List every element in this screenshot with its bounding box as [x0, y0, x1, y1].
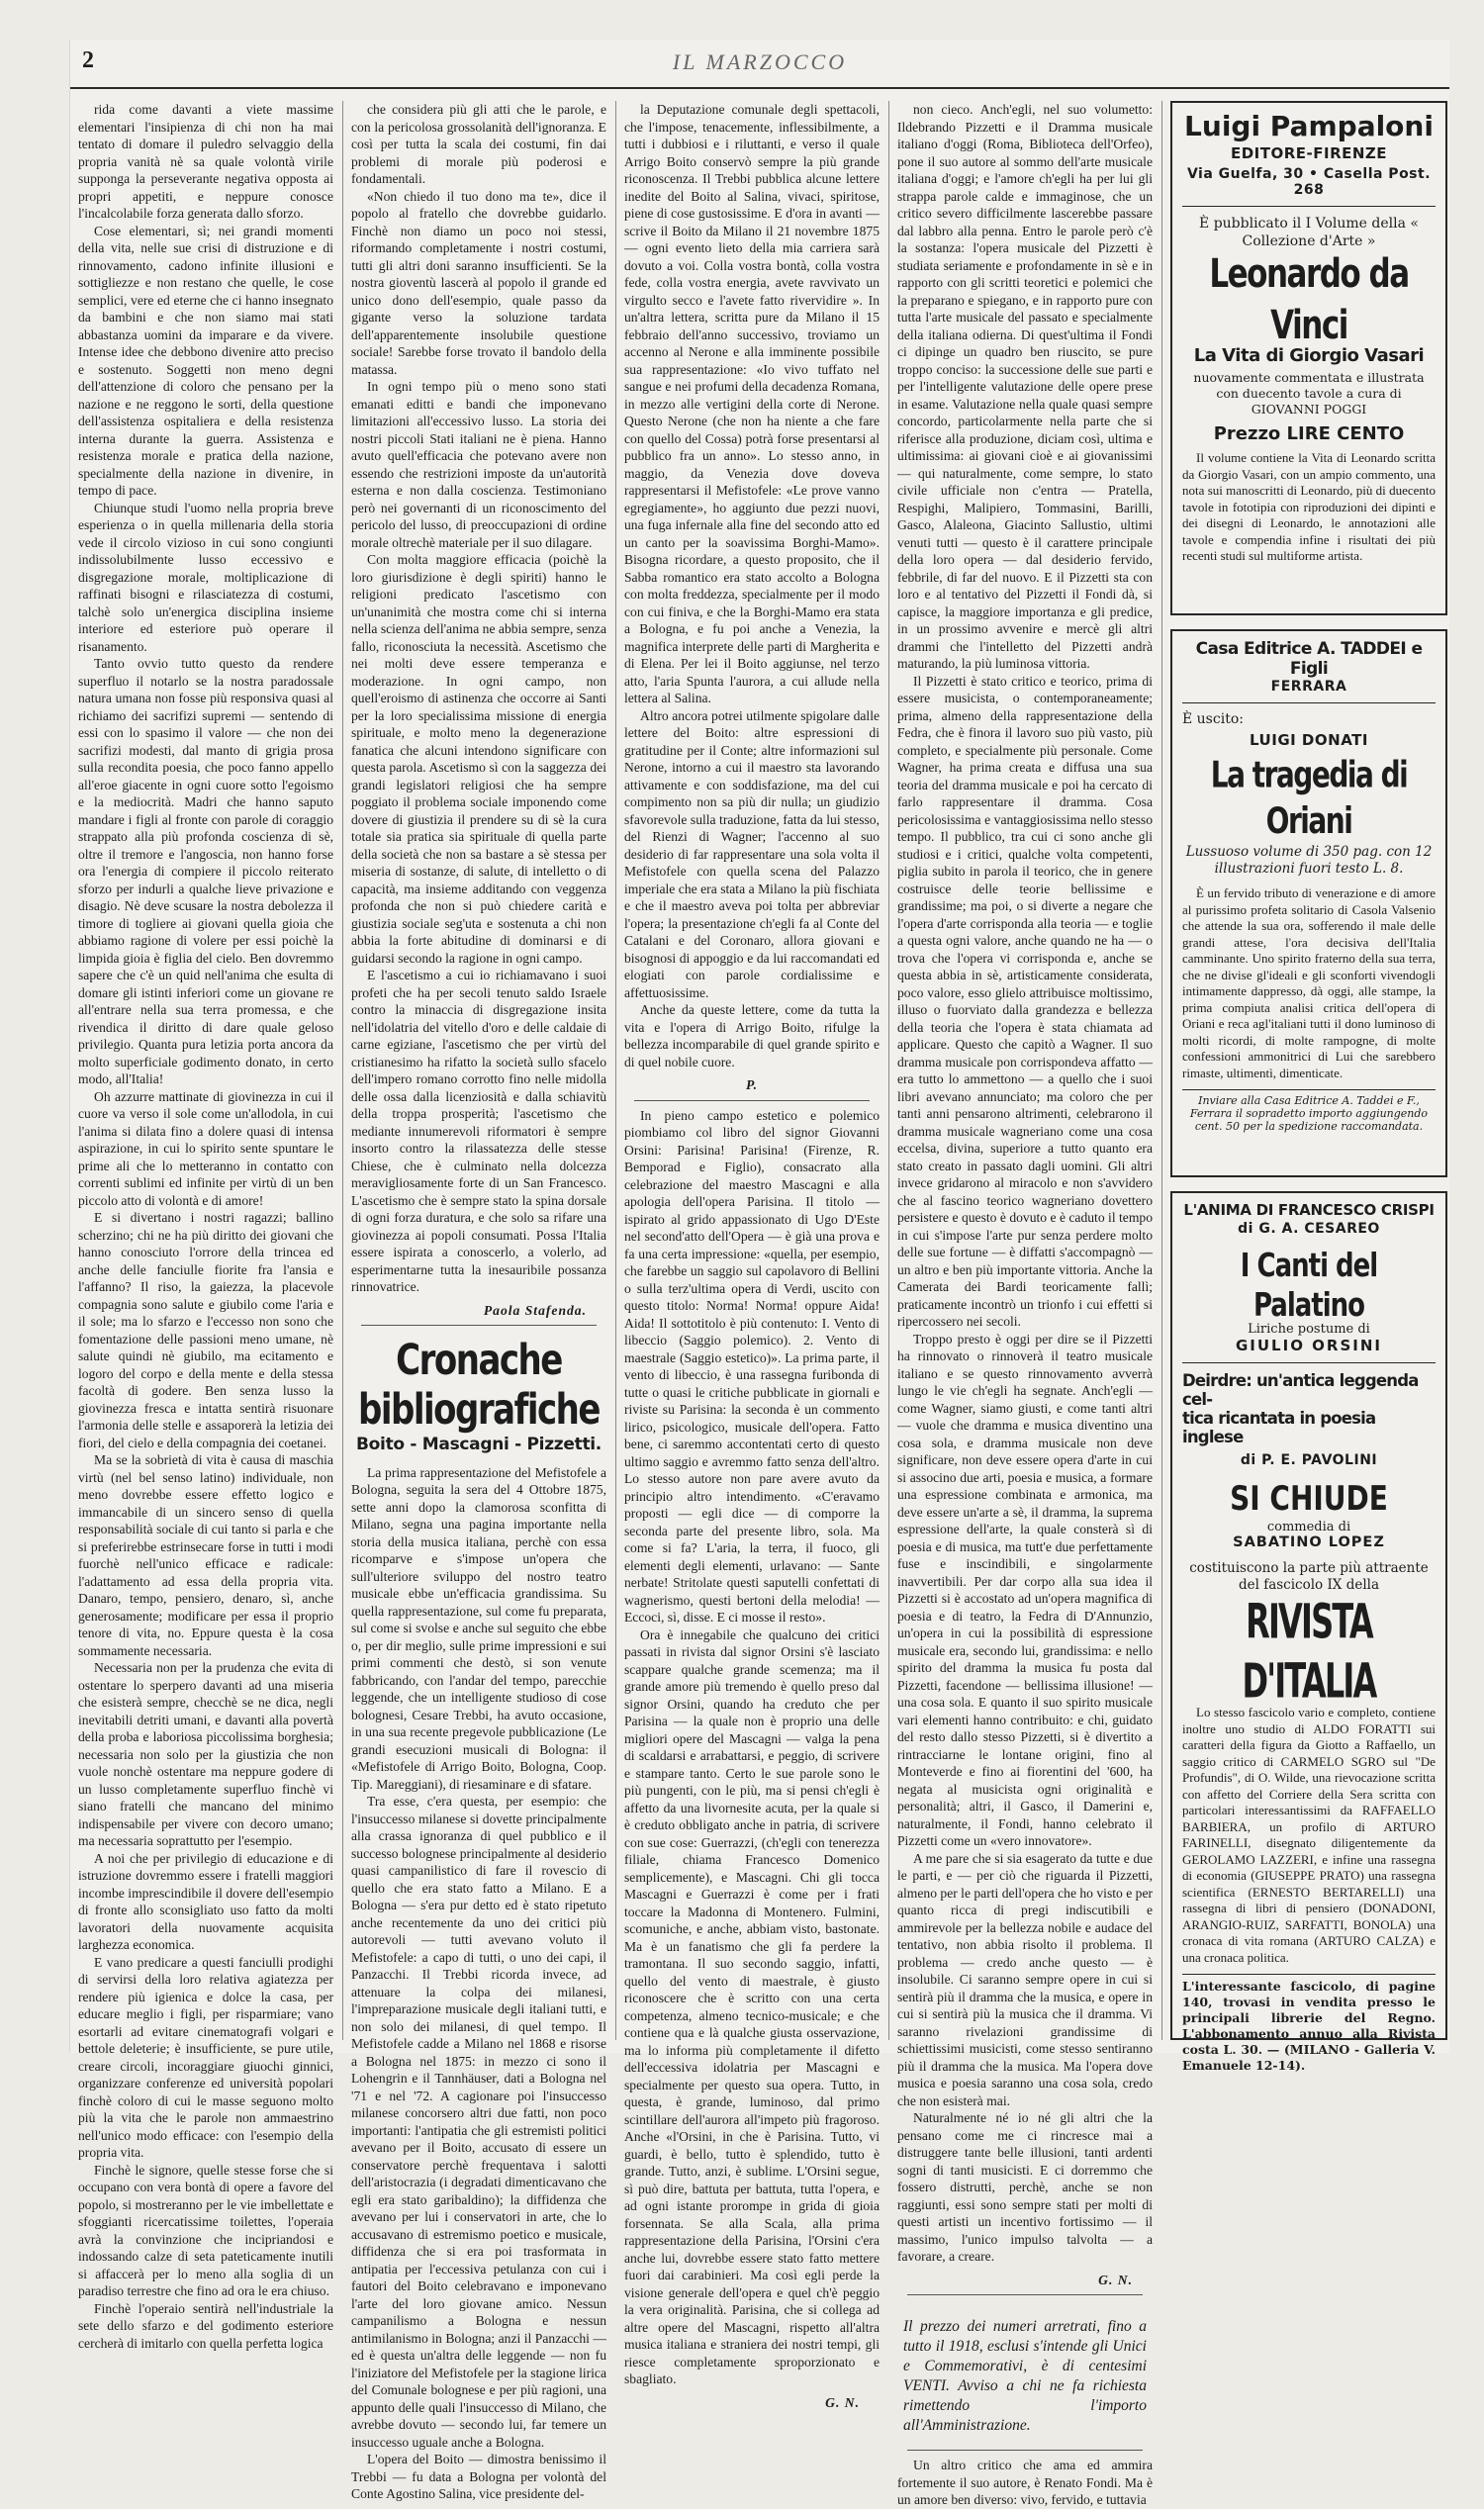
article-paragraph: Ma se la sobrietà di vita è causa di maschia virtù (nel bel senso latino) individuale, non meno dovrebbe essere effetto logico e immancabile di un sincero senso di quella responsabilità sociale di cui tanto si parla e che si preferirebbe estrinsecare forse in tutti i modi fuorchè nell'unico efficace e radicale: l'adattamento ad essa della propria vita. Danaro, tempo, pensiero, denaro, sì, anche generosamente; modificare per essa il proprio tenore di vita, no. Eppure questa è la cosa sommamente necessaria.	[78, 1452, 333, 1658]
article-paragraph: E vano predicare a questi fanciulli prodighi di servirsi della loro relativa agiatezza per rendere più igienica e dolce la casa, per educare meglio i figli, per risparmiare; vano esortarli ad evitare cinematografi volgari e bettole deleterie; è insufficiente, se pure utile, creare circoli, incoraggiare giuochi ginnici, organizzare conferenze ed università popolari finchè coloro di cui le masse seguono molto più la vita che le parole non ammaestrino nell'unico modo efficace: con l'esempio della propria vita.	[78, 1954, 333, 2160]
section-subtitle: Boito - Mascagni - Pizzetti.	[356, 1435, 602, 1454]
article-paragraph: che considera più gli atti che le parole, e con la pericolosa grossolanità dell'ignoranza. E così per tutta la scala dei costumi, fin dai problemi di morale più poderosi e fondamentali.	[351, 102, 606, 186]
book-title: Leonardo da Vinci	[1209, 250, 1409, 349]
article-author-deirdre: di P. E. PAVOLINI	[1240, 1452, 1378, 1468]
publisher-name: Casa Editrice A. TADDEI e Figli	[1195, 639, 1423, 679]
article-author-crispi: di G. A. CESAREO	[1238, 1221, 1380, 1237]
article-column-1	[78, 101, 333, 2351]
sale-info: L'interessante fascicolo, di pagine 140, trovasi in vendita presso le principali librerie del Regno. L'abbonamento annuo alla Rivista costa L. 30. — (MILANO - Galleria V. Emanuele 12-14).	[1182, 1974, 1436, 2074]
book-subtitle: La Vita di Giorgio Vasari	[1193, 345, 1425, 366]
divider	[634, 1100, 870, 1101]
article-desc-canti: Liriche postume di	[1248, 1322, 1370, 1337]
article-paragraph: Oh azzurre mattinate di giovinezza in cui il cuore va verso il sole come un'allodola, in cui l'anima si dilata fino a dolere quasi di intensa aspirazione, in cui lo spirito sente spuntare le prime ali che lo metteranno in contatto con correnti sublimi ed infinite per virtù di un ben piccolo atto di volontà e di amore!	[78, 1088, 333, 1208]
author-signature: G. N.	[1098, 2272, 1133, 2287]
article-title-deirdre: Deirdre: un'antica leggenda cel-	[1182, 1371, 1419, 1409]
book-blurb: Il volume contiene la Vita di Leonardo scritta da Giorgio Vasari, con un ampio commento, una nota sui manoscritti di Leonardo, più di duecento tavole in fototipia con riproduzioni dei dipinti e dei disegni di Leonardo, le annotazioni alle tavole e compendia infine i risultati dei più recenti studi sul multiforme artista.	[1182, 450, 1436, 563]
article-body-bottom	[351, 1464, 606, 2503]
ad-pampaloni	[1170, 101, 1447, 615]
article-paragraph: non cieco. Anch'egli, nel suo volumetto: Ildebrando Pizzetti e il Dramma musicale italiano d'oggi (Roma, Biblioteca dell'Orfeo), pone il suo autore al sommo dell'arte musicale italiana d'oggi; e l'amore ch'egli ha per lui gli strappa parole calde e immaginose, che un critico severo difficilmente lascerebbe passare dal labbro alla penna. Entro le parole però c'è la sostanza: l'opera musicale del Pizzetti è studiata seriamente e profondamente in sè e in rapporto con gli scritti teoretici e polemici che la preparano e spiegano, e in rapporto pure con tutta l'arte musicale del passato e specialmente della italiana odierna. Di quest'ultima il Fondi ci dipinge un quadro ben riuscito, se pure troppo conciso: la successione delle sue parti e per l'intelligente valutazione delle opere prese in esame. Valutazione nella quale quasi sempre concordo, particolarmente nella parte che si riferisce alla produzione, diciam così, ultima e ultimissima: ai giovani cioè e ai giovanissimi — qui naturalmente, come sempre, lo stato civile ufficiale non c'entra — Pratella, Respighi, Malipiero, Tommasini, Barilli, Gasco, Alaleona, Giacinto Sallustio, ultimi venuti tutti — questo è il carattere principale della loro opera — dal desiderio fervido, febbrile, di far del nuovo. E il Pizzetti sta con loro e al tentativo del Pizzetti il Fondi dà, si capisce, la maggiore importanza e gli predice, in un prossimo avvenire e mercè gli altri drammi che l'intelletto del Pizzetti andrà maturando, la più luminosa vittoria.	[897, 102, 1153, 671]
article-column-3	[624, 101, 880, 2410]
announcement: È pubblicato il I Volume della « Collezione d'Arte »	[1199, 216, 1419, 249]
article-paragraph: Un altro critico che ama ed ammira fortemente il suo autore, è Renato Fondi. Ma è un amore ben diverso: vivo, fervido, e tuttavia	[897, 2458, 1153, 2507]
article-paragraph: Ora è innegabile che qualcuno dei critici passati in rivista dal signor Orsini s'è lasciato scappare qualche grande scemenza; ma il grande amore più tremendo è quello preso dal signor Orsini, quando ha creduto che per Parisina — la quale non è proprio una delle migliori opere del Mascagni — valga la pena di scaldarsi e arrabattarsi, e peggio, di scrivere e stampare tanto. Certo le sue parole sono le più pungenti, con le più, ma si pensi ch'egli è affetto da una livornesite acuta, per la quale si è creduto obbligato anche in patria, di scrivere con sue cose: Guerrazzi, (ch'egli con tenerezza filiale, chiama Francesco Domenico semplicemente), e Mascagni. Chi gli tocca Mascagni e Guerrazzi è come per i frati toccare la Madonna di Montenero. Fulmini, scomuniche, e anche, abbiam visto, bastonate. Ma è un fanatismo che gli fa perdere la tramontana. Il suo secondo saggio, infatti, quello del vento di maestrale, è giusto riconoscere che è scritto con una certa competenza, almeno tecnico-musicale; e che contiene qua e là qualche giusta osservazione, ma lo informa più completamente il difetto dell'eccessiva idolatria per Mascagni e specialmente per questo sua opera. Tutto, in questa, è grande, luminoso, dal primo scintillare dell'aurora all'impeto più fragoroso. Anche «l'Orsini, in che è Parisina. Tutto, vi guardi, è bello, tutto è splendido, tutto è grande. Tutto, anzi, è sublime. L'Orsini segue, sì può dire, battuta per battuta, tutta l'opera, e ad ogni istante prorompe in grida di gioia forsennata. Se alla Scala, alla prima rappresentazione della Parisina, l'Orsini c'era anche lui, dovrebbe essere stato fatto mettere fuori dai carabinieri. Ma così egli perde la visione generale dell'opera e quel ch'è peggio la vera originalità. Parisina, che si collega ad altre opere del Mascagni, rispetto all'altra musica italiana e straniera dei nostri tempi, gli riesce completamente sproporzionato e sbagliato.	[624, 1626, 880, 2386]
section-title: Cronache bibliografiche	[358, 1336, 600, 1435]
issue-contents: Lo stesso fascicolo vario e completo, contiene inoltre uno studio di ALDO FORATTI sui caratteri della figura da Giotto a Raffaello, un saggio critico di CARMELO SGRO sul "De Profundis", di O. Wilde, una rievocazione scritta con affetto del Corriere della Sera scritta con particolari interessantissimi da RAFFAELLO BARBIERA, un profilo di ARTURO FARINELLI, disegnato diligentemente da GEROLAMO LAZZERI, e infine una rassegna di economia (GIUSEPPE PRATO) una rassegna scientifica (ERNESTO BERTARELLI) una rassegna di libri di pensiero (DONADONI, ARANGIO-RUIZ, SARFATTI, BONOLA) una cronaca di vita romana (ARTURO CALZA) e una cronaca politica.	[1182, 1705, 1436, 1965]
book-description: nuovamente commentata e illustrata con duecento tavole a cura di GIOVANNI POGGI	[1193, 370, 1425, 417]
divider	[1182, 1362, 1436, 1363]
article-title-deirdre-2: tica ricantata in poesia inglese	[1182, 1409, 1376, 1446]
book-blurb: È un fervido tributo di venerazione e di amore al purissimo profeta solitario di Casola Valsenio che attende la sua ora, sofferendo il male delle grandi attese, l'ora decisiva dell'Italia camminante. Uno spirito fraterno della sua terra, che ne divise gl'ideali e gli sconforti vivendogli intimamente dappresso, dà oggi, alle stampe, la prima compiuta analisi critica dell'opera di Oriani e reca agl'italiani tutti il dono luminoso di molti ricordi, di molte rampogne, di molte confessioni ammonitrici di Lui che sarebbero rimaste, ultimentì, dimenticate.	[1182, 885, 1436, 1080]
magazine-title: RIVISTA D'ITALIA	[1242, 1593, 1376, 1710]
divider	[1182, 206, 1436, 207]
article-paragraph: A me pare che si sia esagerato da tutte e due le parti, e — per ciò che riguarda il Pizzetti, almeno per le parti dell'opera che ho visto e per quanto ricca di pregi indiscutibili e ammirevole per la bellezza nobile e audace del tentativo, non abbia risolto il problema. Il problema — credo anche questo — è insolubile. Ci saranno sempre opere in cui si sentirà più il dramma che la musica, e opere in cui si sentirà più la musica che il dramma. Vi saranno rivelazioni grandissime di schiettissimi musicisti, come stesso sentiranno più il dramma che la musica. Ma l'opera dove musica e poesia saranno una cosa sola, credo che non esisterà mai.	[897, 1850, 1153, 2108]
article-paragraph: Finchè l'operaio sentirà nell'industriale la sete dello sfarzo e del godimento esteriore cercherà di imitarlo con quella perfetta logica	[78, 2300, 333, 2351]
subscription-notice: Il prezzo dei numeri arretrati, fino a tutto il 1918, esclusi s'intende gli Unici e Commemorativi, è di centesimi VENTI. Avviso a chi ne fa richiesta rimettendo l'importo all'Amministrazione.	[903, 2318, 1147, 2434]
column-rule	[342, 101, 343, 2040]
article-paragraph: Tanto ovvio tutto questo da rendere superfluo il notarlo se la nostra paradossale natura umana non fosse più responsiva quasi al richiamo dei sacrifizi supremi — sentendo di essi con lo spasimo il valore — che non dei sacrifizi modesti, dal manto di grigia prosa sulla recondita poesia, che poco fanno appello all'eroe giacente in ogni cuore sotto l'egoismo e la mediocrità. Madri che hanno saputo mandare i figli al fronte con parole di coraggio strappato alla più profonda coscienza di sè, oltre il tremore e l'angoscia, non hanno forse ora l'energia di compiere il piccolo reiterato sforzo per indurli a qualche lieve privazione e disagio. Nè deve scusare la nostra debolezza il timore di togliere ai giovani quella gioia che abbiamo ragione di volere per essi poichè la limpida gioia è figlia del cielo. Ben dovremmo sapere che c'è un quid nell'anima che esulta di domare gli istinti inferiori come un giovane re all'entrare nella sua terra promessa, e che rivendica il diritto di dare quale geloso privilegio. Quanta pura letizia porta ancora da molto superficiale godimento donato, in certo modo, all'Italia!	[78, 656, 333, 1086]
article-paragraph: Altro ancora potrei utilmente spigolare dalle lettere del Boito: altre espressioni di gratitudine per il Conte; altre informazioni sul Nerone, intorno a cui il maestro sta lavorando attivamente e con soddisfazione, ma del cui compimento non sa più dir nulla; un giudizio sfavorevole sulla traduzione, fatta da lui stesso, del Rienzi di Wagner; l'accenno al suo desiderio di far rappresentare una sola volta il Mefistofele con quella scena del Palazzo imperiale che era stata a Milano la più fischiata e che il maestro aveva poi tolta per abbreviar l'opera; la presentazione ch'egli fa al Conte del Catalani e del Coronaro, allora giovani e bisognosi di appoggio e da lui raccomandati ed elogiati con parole cordialissime e affettuosissime.	[624, 707, 880, 1000]
article-body-top	[351, 101, 606, 1296]
divider	[361, 1325, 597, 1326]
divider	[907, 2450, 1143, 2451]
article-body-top	[624, 101, 880, 1070]
newspaper-page	[69, 40, 1449, 2507]
article-title-crispi: L'ANIMA DI FRANCESCO CRISPI	[1183, 1201, 1435, 1219]
divider	[907, 2294, 1143, 2295]
release-label: È uscito:	[1182, 711, 1244, 727]
article-title-chiude: SI CHIUDE	[1230, 1478, 1388, 1519]
book-title: La tragedia di Oriani	[1210, 753, 1408, 843]
ad-rivista-italia	[1170, 1191, 1447, 2073]
article-paragraph: Troppo presto è oggi per dire se il Pizzetti ha rinnovato o rinnoverà il teatro musicale italiano e se questo rinnovamento avverrà lungo le vie ch'egli ha segnate. Anch'egli — come Wagner, siamo giusti, e come tanti altri — vuole che dramma e musica diventino una cosa sola, e dramma musicale non deve significare, non deve essere opera d'arte in cui si associno due arti, poesia e musica, a formare una espressione combinata e armonica, ma deve essere un'arte a sè, il dramma, la suprema espressione dell'arte, la quale consterà sì di poesia e di musica, ma tutt'e due perfettamente fuse e inscindibili, e singolarmente inavvertibili. Per dar corpo alla sua idea il Pizzetti si è accostato ad un'opera magnifica di poesia e di teatro, la Fedra di D'Annunzio, un'opera in cui la possibilità di espressione musicale era, secondo lui, grandissima: e nello spirito del dramma la musica fu posta dal Pizzetti, facendone — bellissima illusione! — una cosa sola. E quanto il suo spirito musicale vari elementi hanno contribuito: e chi, guidato del resto dallo stesso Pizzetti, si è divertito a rintracciarne le lontane origini, fino al Monteverde e fino ai fiorentini del '600, ha negata al musicista ogni originalità e personalità; altri, il Gasco, il Damerini e, naturalmente, il Fondi, hanno celebrato il Pizzetti come un «vero innovatore».	[897, 1331, 1153, 1848]
publisher-address: Via Guelfa, 30 • Casella Post. 268	[1186, 166, 1432, 198]
article-paragraph: L'opera del Boito — dimostra benissimo il Trebbi — fu data a Bologna per volontà del Conte Agostino Salina, vice presidente del-	[351, 2452, 606, 2501]
article-paragraph: Con molta maggiore efficacia (poichè la loro giurisdizione è degli spiriti) hanno le religioni predicato l'ascetismo con un'unanimità che mostra come chi si interna nella scienza dell'anima ne abbia sempre, senza fallo, riconosciuta la necessità. Ascetismo che nei molti deve essere temperanza e moderazione. In ogni campo, non quell'eroismo di astinenza che occorre ai Santi per la loro specialissima missione di energia spirituale, e molto meno la degenerazione fanatica che alcuni intendono significare con questa parola. Ascetismo sì con la saggezza dei grandi legislatori religiosi che ha sempre poggiato il problema sociale imponendo come dovere di giustizia il prendere su di sè la cura totale sia pratica sia spirituale di quella parte della società che non sa bastare a sè stessa per miseria di sostanze, di salute, di intelletto o di capacità, ma insieme additando con veggenza profonda che non si può chiedere carità e giustizia sociale seg'uta e sostenuta a chi non abbia la forte abitudine di dominarsi e di guidarsi secondo la ragione in ogni campo.	[351, 552, 606, 966]
article-desc-chiude: commedia di	[1266, 1520, 1351, 1534]
article-body-mid	[624, 1107, 880, 2388]
article-paragraph: «Non chiedo il tuo dono ma te», dice il popolo al fratello che dovrebbe guidarlo. Finchè non diamo un poco noi stessi, riformando completamente i nostri costumi, tutti gli altri doni saranno insufficienti. Se la nostra gioventù lascerà al popolo il grande ed unico dono dell'esempio, quale passo da gigante verso la soluzione tardata dell'apparentemente insolubile questione sociale! Sarebbe forse trovato il bandolo della matassa.	[351, 188, 606, 377]
order-instructions: Inviare alla Casa Editrice A. Taddei e F., Ferrara il sopradetto importo aggiungendo cent. 50 per la spedizione raccomandata.	[1182, 1089, 1436, 1133]
article-paragraph: la Deputazione comunale degli spettacoli, che l'impose, tenacemente, inflessibilmente, a tutti i dubbiosi e i riluttanti, e verso il quale Arrigo Boito conservò sempre la più grande riconoscenza. Il Trebbi pubblica alcune lettere inedite del Boito al Salina, vivaci, spiritose, piene di cose gustosissime. E d'ora in avanti — scrive il Boito da Milano il 21 novembre 1875 — ogni evento lieto della mia carriera sarà dovuto a voi. Colla vostra bontà, colla vostra fede, colla vostra energia, avete ravvivato un virgulto secco e l'avete fatto rivervidire ». In un'altra lettera, scritta pure da Milano il 15 febbraio dell'anno successivo, troviamo un accenno al Nerone e alla imminente possibile sua rappresentazione: «Io vivo tuffato nel sangue e nei profumi della decadenza Romana, in mezzo alle vertigini della corte di Nerone. Questo Nerone (che non ha niente a che fare con quello del Cossa) potrà forse presentarsi al pubblico fra un anno». Lo stesso anno, in maggio, da Venezia dove doveva rappresentarsi il Mefistofele: «Le prove vanno egregiamente», ho aggiunto due pezzi nuovi, una fuga infernale alla fine del secondo atto ed un canto per la soavissima Borghi-Mamo». Bisogna ricordare, a questo proposito, che il Sabba romantico era stato accolto a Bologna con molta freddezza, specialmente per il modo con cui finiva, e che la Borghi-Mamo era stata a Bologna, e fu poi anche a Venezia, la magnifica interprete delle parti di Margherita e di Elena. Per lei il Boito aggiunse, nel terzo atto, l'aria Spunta l'aurora, a cui allude nella lettera al Salina.	[624, 102, 880, 705]
issue-intro: costituiscono la parte più attraente del fascicolo IX della	[1189, 1560, 1429, 1593]
article-column-2	[351, 101, 606, 2501]
article-author-canti: GIULIO ORSINI	[1235, 1337, 1382, 1354]
article-body-top	[897, 101, 1153, 2266]
author-signature: G. N.	[825, 2394, 860, 2410]
page-number: 2	[82, 47, 94, 73]
page-header	[70, 40, 1449, 89]
publisher-subtitle: EDITORE-FIRENZE	[1230, 144, 1388, 162]
book-price: Prezzo LIRE CENTO	[1213, 423, 1405, 444]
publisher-city: FERRARA	[1270, 679, 1347, 695]
article-paragraph: rida come davanti a viete massime elementari l'insipienza di chi non ha mai tentato di domare il puledro selvaggio della propria vanità nè sa quale volontà virile supponga la perseverante negativa opposta ai propri appetiti, e neppure conosce l'incalcolabile forza generata dallo sforzo.	[78, 102, 333, 221]
divider	[1182, 702, 1436, 703]
ad-taddei	[1170, 629, 1447, 1177]
article-paragraph: Anche da queste lettere, come da tutta la vita e l'opera di Arrigo Boito, rifulge la bellezza incomparabile di quel grande spirito e di quel nobile cuore.	[624, 1002, 880, 1069]
article-column-4	[897, 101, 1153, 2507]
article-paragraph: Tra esse, c'era questa, per esempio: che l'insuccesso milanese si dovette principalmente alla crassa ignoranza di quel pubblico e il successo bolognese principalmente al desiderio quasi campanilistico di fare il rovescio di quello che era stato fatto a Milano. E a Bologna — s'era pur detto ed è stato ripetuto anche recentemente da uno dei critici più autorevoli — tutti avevano voluto il Mefistofele: a capo di tutti, o uno dei capi, il Panzacchi. Il Trebbi ricorda invece, ad attenuare la colpa dei milanesi, l'impreparazione musicale degli italiani tutti, e non solo dei milanesi, di quel tempo. Il Mefistofele cadde a Milano nel 1868 e risorse a Bologna nel 1875: in mezzo ci sono il Lohengrin e il Tannhäuser, dati a Bologna nel '71 e nel '72. A cagionare poi l'insuccesso milanese concorsero altri due fatti, non poco importanti: l'antipatia che gli estremisti politici avevano per il Boito, accusato di essere un conservatore perchè frequentava i salotti dell'aristocrazia (i degradati dimenticavano che egli era stato garibaldino); la diffidenza che avevano per lui i conservatori in arte, che lo accusavano di estremismo poetico e musicale, diffidenza che si era poi trasformata in antipatia per l'eccessiva petulanza con cui i fautori del Boito celebravano e imponevano l'arte del loro giovane amico. Nessun campanilismo a Bologna e nessun antimilanismo in Bologna; anzi il Panzacchi — ed è questa un'altra delle leggende — non fu l'iniziatore del Mefistofele per la stagione lirica del Comunale bolognese e per più ragioni, una appunto delle quali l'insuccesso di Milano, che avrebbe dovuto — secondo lui, far temere un insuccesso uguale anche a Bologna.	[351, 1794, 606, 2450]
book-specs: Lussuoso volume di 350 pag. con 12 illustrazioni fuori testo L. 8.	[1185, 844, 1433, 877]
author-signature: P.	[746, 1077, 758, 1092]
article-paragraph: E l'ascetismo a cui io richiamavano i suoi profeti che ha per secoli tenuto saldo Israele contro la minaccia di disgregazione insita nell'idolatria del vitello d'oro e delle caldaie di carne egiziane, l'ascetismo che per virtù del cristianesimo ha rifatto la società sullo sfacelo dell'impero romano corrotto fino nelle midolla delle ossa dalla licenziosità e dalla schiavitù della troppa prosperità; l'ascetismo che mediante innumerevoli riformatori è sempre insorto contro la rilassatezza delle stesse Chiese, che è culminato nella dolcezza meravigliosamente forte di un San Francesco. L'ascetismo che è sempre stato la spina dorsale di ogni forza duratura, e che solo sa rifare una giovinezza ai popoli consumati. Possa l'Italia essere ispirata a conoscerlo, a volerlo, ad esperimentarne tutta la inesauribile possanza rinnovatrice.	[351, 968, 606, 1294]
article-paragraph: Cose elementari, sì; nei grandi momenti della vita, nelle sue crisi di distruzione e di rinnovamento, cadono infinite illusioni e sottigliezze e non restano che quelle, le cose semplici, vere ed eterne che ci hanno insegnato da bambini e che non siamo mai stati abbastanza uomini da imparare e da vivere. Intense idee che debbono divenire atto preciso e sostenuto. Soggetti non meno degni dell'attenzione di coloro che pensano per la nazione e ne reggono le sorti, della questione dell'assistenza ospitaliera e della resistenza interna durante la guerra. Assistenza e resistenza morale e pratica della nazione, specialmente della nazione in divenire, in tempo di pace.	[78, 223, 333, 498]
book-author: LUIGI DONATI	[1250, 731, 1368, 749]
article-paragraph: A noi che per privilegio di educazione e di istruzione dovremmo essere i fratelli maggiori incombe imprescindibile il dovere dell'esempio di fronte allo sconsigliato uso fatto da molti lavoratori della nuovamente acquisita larghezza economica.	[78, 1850, 333, 1952]
column-rule	[615, 101, 616, 2040]
newspaper-title: IL MARZOCCO	[672, 49, 848, 74]
author-signature: Paola Stafenda.	[483, 1302, 587, 1318]
article-paragraph: In ogni tempo più o meno sono stati emanati editti e bandi che imponevano limitazioni all'eccessivo lusso. La storia dei nostri piccoli Stati italiani ne è piena. Hanno avuto quell'efficacia che potevano avere non essendo che restrizioni imposte da un'autorità esterna e non dalla coscienza. Testimoniano però nei governanti di un riconoscimento del pericolo del lusso, di preoccupazioni di ordine morale oltrechè materiale per il suo dilagare.	[351, 379, 606, 550]
article-paragraph: Finchè le signore, quelle stesse forse che si occupano con vera bontà di opere a favore del popolo, si mostreranno per le vie imbellettate e sfoggianti ricercatissime toilettes, l'operaia avrà la convinzione che incipriandosi e indossando calze di seta pateticamente inutili si affaccerà per lo meno alla soglia di un paradiso terrestre che fino ad ora le era chiuso.	[78, 2162, 333, 2298]
article-paragraph: E si divertano i nostri ragazzi; ballino scherzino; chi ne ha più diritto dei giovani che hanno conosciuto l'orrore della trincea ed anche delle fanciulle fiorite fra l'ansia e l'affanno? Il riso, la gaiezza, la placevole compagnia sono salute e giubilo come l'aria e il sole; ma lo sfarzo e l'eccesso non sono che fomentazione delle passioni meno umane, nè salute quindi nè giubilo, ma ecitamento e logoro del corpo e della mente e della stessa facoltà di godere. Ben senza lusso la giovinezza fresca e intatta sentirà risuonare l'armonia delle stelle e assaporerà la letizia dei fiori, del cielo e della compagnia dei coetanei.	[78, 1210, 333, 1450]
article-paragraph: In pieno campo estetico e polemico piombiamo col libro del signor Giovanni Orsini: Parisina! Parisina! (Firenze, R. Bemporad e Figlio), consacrato alla celebrazione del maestro Mascagni e alla apologia dell'opera Parisina. Il titolo — ispirato al grido appassionato di Ugo D'Este nel second'atto dell'Opera — è già una prova e fa una certa impressione: «quella, per esempio, che farebbe un saggio sul capolavoro di Bellini o sulla terz'ultima opera di Verdi, uscito con questo titolo: Norma! Norma! oppure Aida! Aida! Il sottotitolo è più contenuto: I. Vento di libeccio (Saggio polemico). 2. Vento di maestrale (Saggio estetico)». La prima parte, il vento di libeccio, è una rassegna furibonda di tutte o quasi le critiche pubblicate in giornali e riviste su Parisina: la seconda è un commento lirico, psicologico, musicale dell'opera. Fatto bene, ci saremmo accontentati certo di questo ultimo saggio e avremmo fatto senza dell'altro. Lo stesso autore non pare avere avuto da principio altro intendimento. «C'eravamo proposti — egli dice — di comporre la seconda parte del presente libro, sola. Ma come si fa? L'aria, la terra, il fuoco, gli elementi degli elementi, urlavano: — Sante nerbate! Stritolate questi saputelli confettati di wagnerismo, questi bertoni della melodia! — Eccoci, sì, disse. E ci mosse il resto».	[624, 1107, 880, 1625]
column-rule	[1161, 101, 1162, 2040]
publisher-name: Luigi Pampaloni	[1184, 110, 1434, 142]
article-paragraph: La prima rappresentazione del Mefistofele a Bologna, seguita la sera del 4 Ottobre 1875, sette anni dopo la clamorosa sconfitta di Milano, segna una pagina importante nella storia della musica italiana, perchè con essa ricomparve e s'impose un'opera che sull'ulteriore sviluppo del nostro teatro musicale ebbe un'efficacia grandissima. Su quella rappresentazione, sul come fu preparata, sul come si svolse e anche sul seguito che ebbe o, per dir meglio, sulle prime impressioni e sui primi commenti che destò, si son venute fabbricando, con l'andar del tempo, parecchie leggende, che un intelligente studioso di cose bolognesi, Cesare Trebbi, ha avuto occasione, in una sua recente pregevole pubblicazione (Le grandi esecuzioni musicali di Bologna: il «Mefistofele di Arrigo Boito, Bologna, Coop. Tip. Mareggiani), di riesaminare e di sfatare.	[351, 1464, 606, 1792]
article-paragraph: Necessaria non per la prudenza che evita di ostentare lo sperpero davanti ad una miseria che esisterà sempre, checchè se ne dica, negli inevitabili detriti umani, e davanti alla povertà della proba e laboriosa piccolissima borghesia; necessaria non solo per la giustizia che non vuole nonchè ostentare ma neppure godere di un lusso completamente superfluo finchè vi siano fratelli che mancano del minimo indispensabile per vivere con decoro umano; ma necessaria soprattutto per l'esempio.	[78, 1660, 333, 1848]
column-rule	[888, 101, 889, 2040]
article-paragraph: Naturalmente né io né gli altri che la pensano come me ci rincresce mai a distruggere tante belle illusioni, tanti ardenti sogni di tanti musicisti. E ci dorremmo che fossero distrutti, perchè, anche se non raggiunti, essi sono sempre stati per molti di questi artisti un incentivo fortissimo — il massimo, l'unico impulso talvolta — a favorare, a creare.	[897, 2110, 1153, 2264]
article-paragraph: Il Pizzetti è stato critico e teorico, prima di essere musicista, o contemporaneamente; prima, almeno della rappresentazione della Fedra, che è finora il lavoro suo più vasto, più completo, e specialmente più personale. Come Wagner, ha prima creata e diffusa una sua teoria del dramma musicale e poi ha cercato di farlo rappresentare il dramma. Cosa pericolosissima e vantaggiosissima nello stesso tempo. Il pubblico, tra cui ci sono anche gli studiosi e i critici, qualche volta competenti, piglia subito in parola il teorico, che in genere costruisce delle teorie bellissime e grandissime; ma poi, o si diverte a negare che l'opera d'arte corrisponda alla teoria — e toglie a questa ogni valore, anche quando ne ha — o trova che l'opera vi corrisponda e, anche se questa abbia in sè, artisticamente considerata, poco valore, esso glielo attribuisce moltissimo, illuso o fuorviato dalla grandezza e bellezza della teoria che l'opera è stata chiamata ad applicare. Questo che capitò a Wagner. Il suo dramma musicale pon corrispondeva affatto — era tutto lo ammettono — a quello che i suoi libri avevano annunciato; ma coloro che per tanti anni pensarono altrimenti, celebrarono il dramma musicale wagneriano come una cosa eccelsa, divina, superiore a tutto quanto era stato creato in passato dagli uomini. Gli altri invece gridarono al miracolo e non s'avvidero che al fascino teorico wagneriano dovettero persistere e questo è dovuto e è caduto il tempo in cui s'impose l'arte pur senza perdere molto delle sue fortune — è diffatti s'accompagnò — un altro e ben più importante vittoria. Anche la Camerata dei Bardi teoricamente fallì; praticamente incontrò un trionfo i cui effetti si ripercossero nei secoli.	[897, 673, 1153, 1329]
article-title-canti: I Canti del Palatino	[1240, 1248, 1378, 1325]
article-author-chiude: SABATINO LOPEZ	[1233, 1534, 1385, 1550]
article-paragraph: Chiunque studi l'uomo nella propria breve esperienza o in quella millenaria della storia vede il circolo vizioso in cui sono congiunti indissolubilmente lusso eccessivo e disgregazione morale, moltiplicazione di raffinati bisogni e rilasciatezza di costumi, talchè solo un'energica disciplina insieme interiore ed esteriore può operare il risanamento.	[78, 500, 333, 654]
